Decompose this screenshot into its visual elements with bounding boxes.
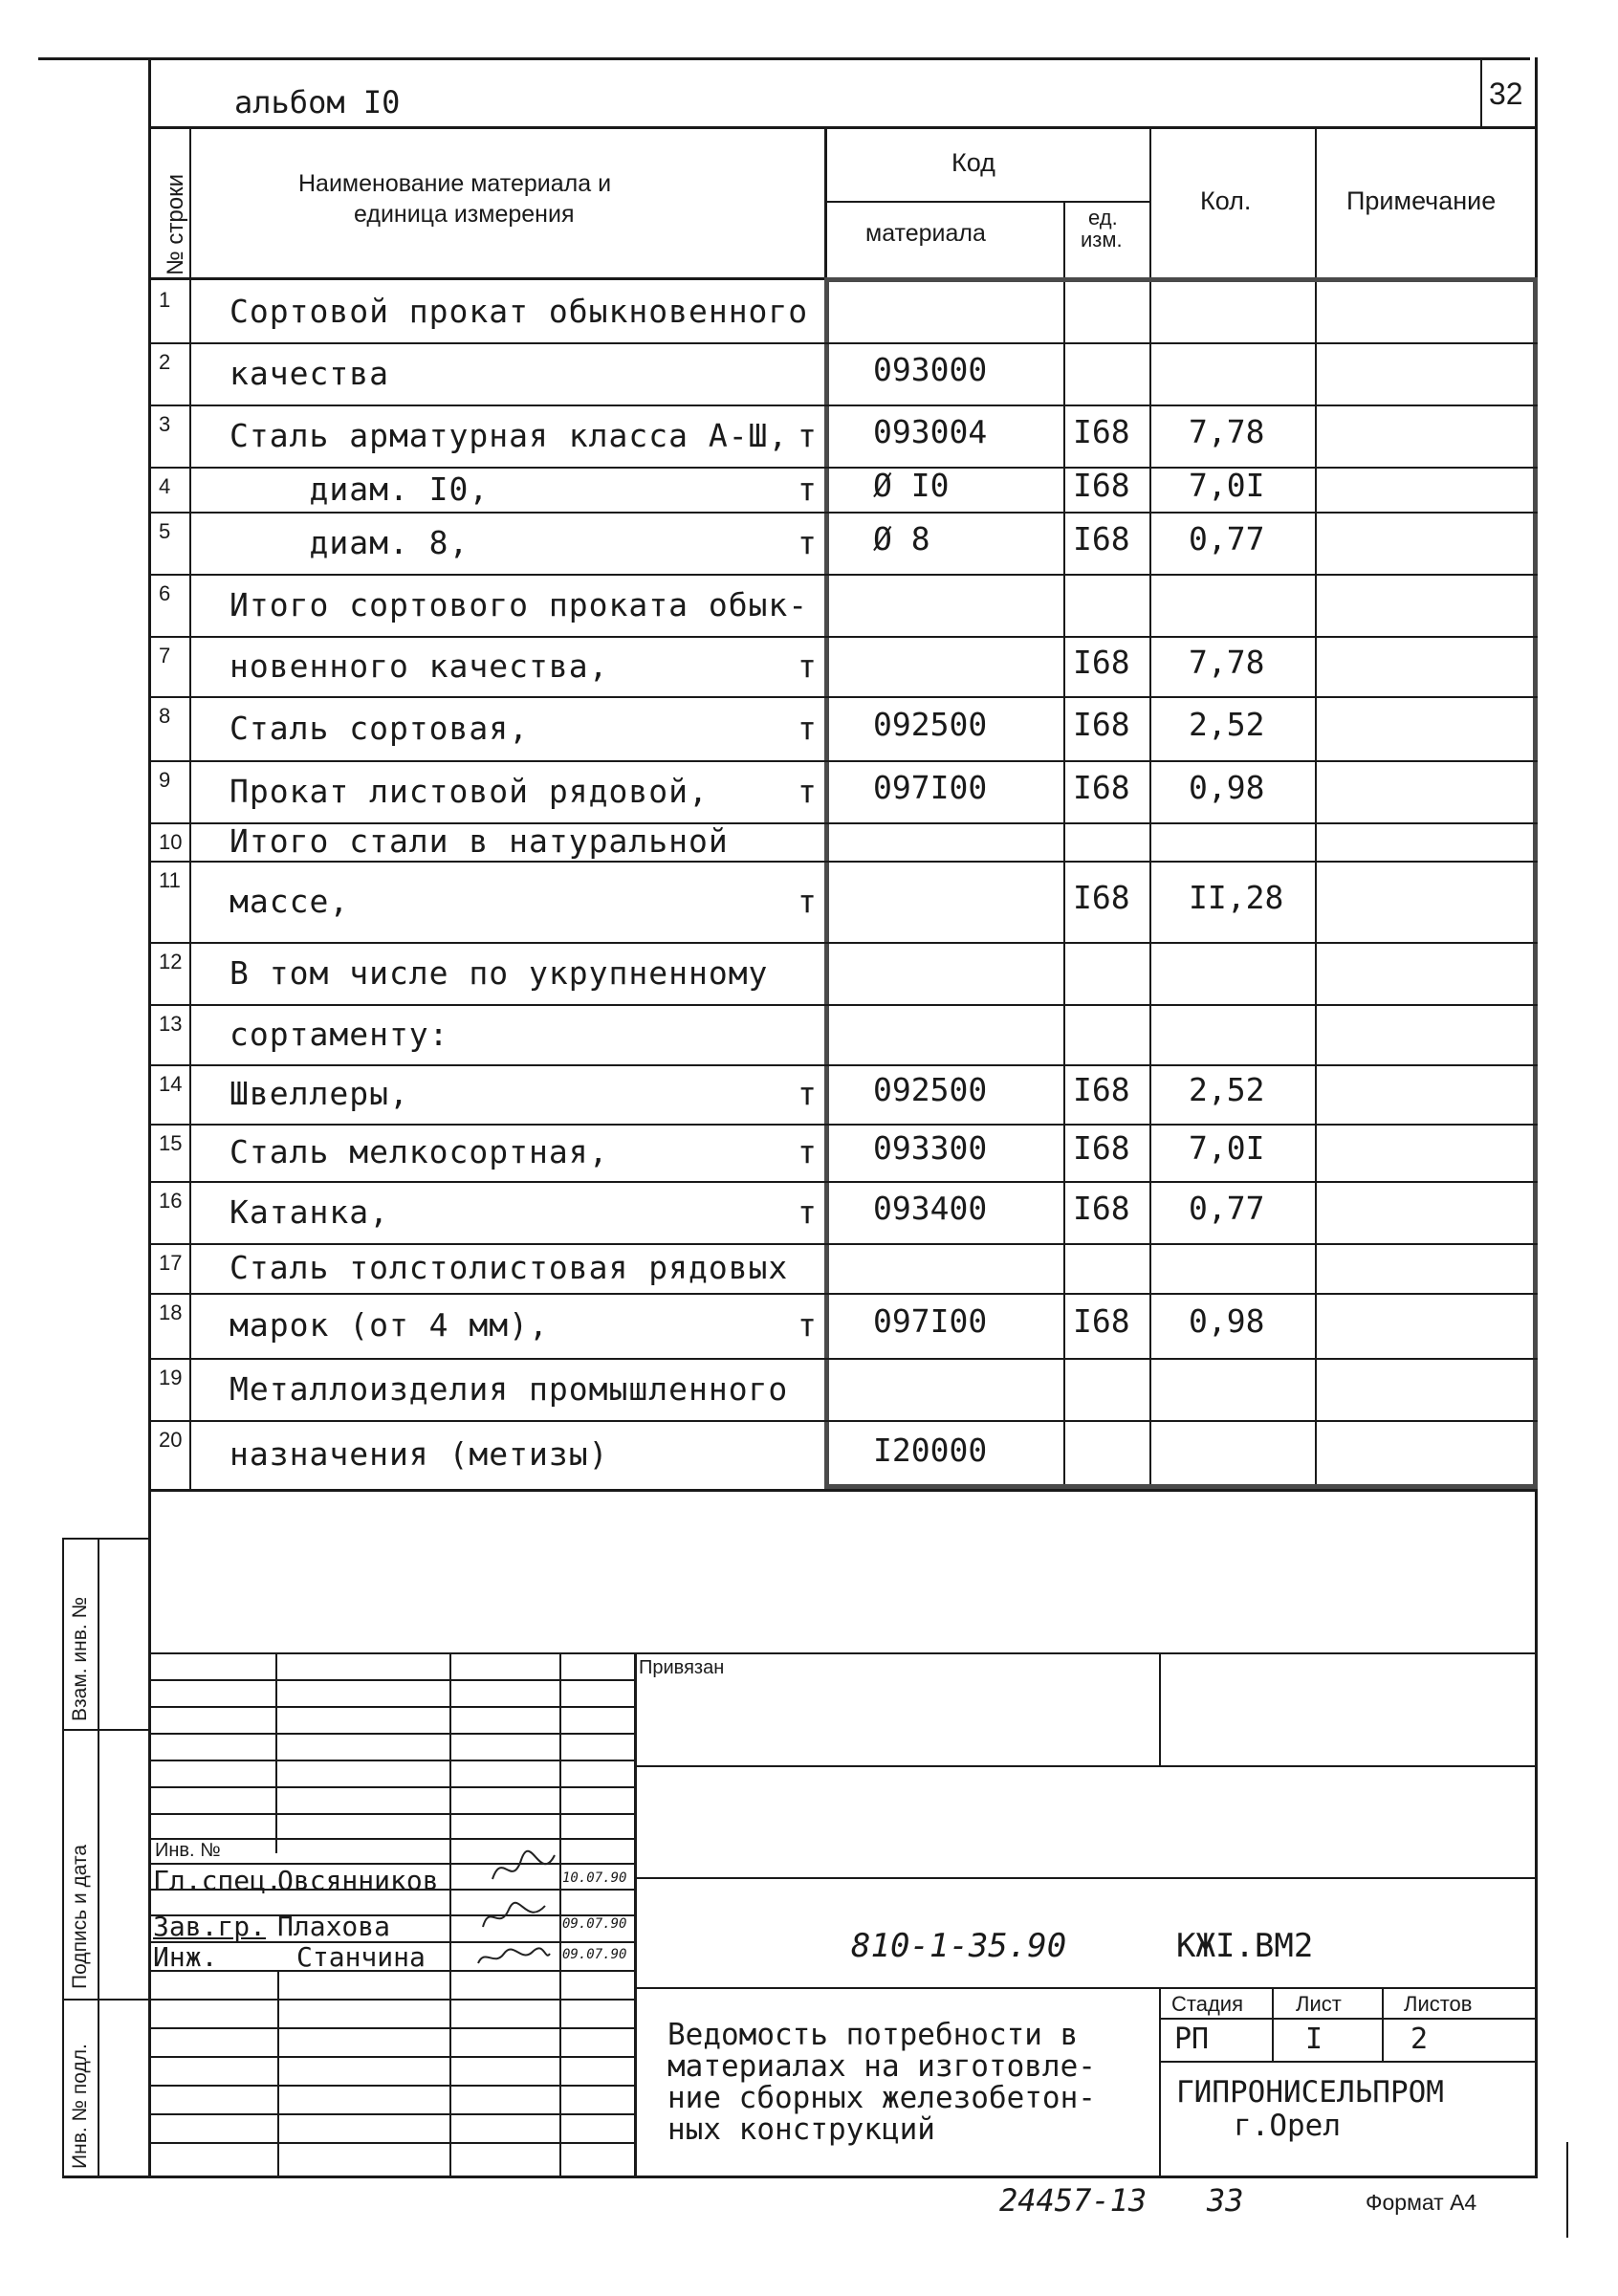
page-number-box-left [1480, 57, 1482, 126]
row-qty: II,28 [1189, 878, 1284, 916]
row-unit: т [798, 1192, 817, 1231]
col-header-name-1: Наименование материала и [298, 170, 612, 197]
stamp-grid-c1 [275, 1652, 277, 1853]
stamp-privyazan: Привязан [639, 1657, 725, 1678]
signer-1-date: 10.07.90 [562, 1870, 627, 1886]
signature-3 [473, 1936, 555, 1975]
row-unit: т [798, 1306, 817, 1344]
stamp-grid-row [148, 1999, 636, 2001]
col-header-qty: Кол. [1200, 186, 1252, 215]
header-top [148, 126, 1538, 129]
row-number: 17 [159, 1251, 183, 1275]
col-header-unit-1: ед. [1088, 206, 1118, 230]
row-name: марок (от 4 мм), [230, 1306, 549, 1344]
row-ed: I68 [1073, 768, 1130, 806]
row-qty: 2,52 [1189, 1071, 1265, 1108]
row-code: 092500 [873, 705, 988, 743]
album-label: альбом I0 [234, 84, 401, 120]
frame-left [148, 57, 151, 2176]
row-ed: I68 [1073, 878, 1130, 916]
row-number: 5 [159, 519, 171, 543]
row-name: диам. I0, [230, 470, 490, 508]
row-number: 6 [159, 581, 171, 605]
signature-2 [478, 1898, 555, 1936]
row-ed: I68 [1073, 1071, 1130, 1108]
signer-2-role: Зав.гр. [153, 1911, 267, 1942]
row-qty: 0,77 [1189, 519, 1265, 558]
row-code: Ø I0 [873, 466, 950, 504]
row-name: Катанка, [230, 1192, 389, 1231]
stage-value: РП [1174, 2023, 1210, 2056]
signer-3-name: Станчина [296, 1941, 426, 1973]
stamp-grid-row [148, 1733, 636, 1735]
row-qty: 7,0I [1189, 1129, 1265, 1167]
row-ed: I68 [1073, 1129, 1130, 1167]
stamp-grid-row [148, 2113, 636, 2115]
row-number: 12 [159, 950, 183, 973]
row-unit: т [798, 882, 817, 920]
row-number: 20 [159, 1428, 183, 1452]
title-line-2: материалах на изготовле- [667, 2049, 1096, 2084]
col-line-rowno [189, 126, 191, 1489]
side-inner [98, 1538, 99, 2176]
stage-label: Стадия [1171, 1992, 1243, 2016]
row-name: назначения (метизы) [230, 1435, 609, 1473]
signer-2-name: Плахова [277, 1911, 391, 1942]
row-ed: I68 [1073, 412, 1130, 450]
row-number: 7 [159, 644, 171, 667]
title-line-1: Ведомость потребности в [667, 2018, 1079, 2052]
row-number: 14 [159, 1072, 183, 1096]
row-ed: I68 [1073, 705, 1130, 743]
org-city: г.Орел [1234, 2109, 1341, 2143]
row-divider [148, 574, 1538, 576]
stamp-grid-row [148, 2027, 636, 2029]
stamp-grid-row [148, 2056, 636, 2058]
row-number: 2 [159, 350, 171, 374]
stamp-stage-line [1159, 2018, 1538, 2020]
row-divider [148, 636, 1538, 638]
stamp-grid-row [148, 1813, 636, 1815]
stamp-priv-bottom [634, 1765, 1538, 1767]
row-name: Сталь мелкосортная, [230, 1133, 609, 1170]
sheet-label: Лист [1296, 1992, 1342, 2016]
stamp-grid-row [148, 1838, 636, 1840]
row-name: сортаменту: [230, 1015, 449, 1053]
row-name: Прокат листовой рядовой, [230, 772, 709, 810]
row-code: 093400 [873, 1189, 988, 1227]
stamp-grid-row [148, 1679, 636, 1681]
stamp-grid-row [148, 2085, 636, 2087]
signer-2-date: 09.07.90 [562, 1916, 627, 1932]
row-code: 097I00 [873, 1302, 988, 1340]
row-divider [148, 1064, 1538, 1066]
doc-number: 810-1-35.90 [851, 1927, 1067, 1965]
row-unit: т [798, 523, 817, 561]
stamp-top [148, 1652, 1538, 1654]
row-name: массе, [230, 882, 350, 920]
row-name: Итого сортового проката обык- [230, 585, 809, 623]
stamp-right-split-bottom [1159, 1987, 1161, 2176]
row-qty: 7,78 [1189, 412, 1265, 450]
row-divider [148, 405, 1538, 406]
stamp-grid-row [148, 2142, 636, 2144]
page-number-box-right [1535, 57, 1538, 126]
row-name: Металлоизделия промышленного [230, 1369, 789, 1408]
row-qty: 0,98 [1189, 1302, 1265, 1340]
row-qty: 0,77 [1189, 1189, 1265, 1227]
format-label: Формат А4 [1366, 2190, 1477, 2215]
row-number: 11 [159, 868, 181, 892]
stamp-lower [634, 1987, 1538, 1989]
col-header-note: Примечание [1346, 186, 1497, 215]
row-name: Сортовой прокат обыкновенного [230, 292, 809, 330]
side-div-2 [62, 1999, 150, 2001]
signer-1-name: Овсянников [277, 1865, 439, 1896]
row-ed: I68 [1073, 1189, 1130, 1227]
stamp-stage-line-2 [1159, 2061, 1538, 2063]
row-name: Сталь толстолистовая рядовых [230, 1249, 789, 1286]
row-divider [148, 1420, 1538, 1422]
row-name: Сталь арматурная класса А-Ш, [230, 416, 789, 454]
signature-1 [488, 1846, 564, 1893]
stamp-bottom [62, 2176, 1538, 2178]
side-label-podpis: Подпись и дата [69, 1844, 91, 1989]
sheets-value: 2 [1410, 2023, 1429, 2056]
row-divider [148, 861, 1538, 863]
row-number: 15 [159, 1131, 183, 1155]
row-number: 1 [159, 288, 171, 312]
row-name: В том числе по укрупненному [230, 953, 769, 992]
row-number: 3 [159, 412, 171, 436]
col-header-unit-2: изм. [1081, 228, 1123, 251]
stamp-grid-row [148, 1706, 636, 1708]
row-qty: 0,98 [1189, 768, 1265, 806]
sheets-label: Листов [1404, 1992, 1473, 2016]
row-code: I20000 [873, 1432, 988, 1469]
row-name: Сталь сортовая, [230, 709, 530, 747]
signer-1-role: Гл.спец. [153, 1865, 282, 1896]
row-qty: 7,78 [1189, 643, 1265, 681]
signer-3-date: 09.07.90 [562, 1947, 627, 1962]
row-number: 16 [159, 1189, 183, 1213]
row-unit: т [798, 470, 817, 508]
side-strip-left [62, 1538, 64, 2176]
row-code: 092500 [873, 1071, 988, 1108]
col-header-name-2: единица измерения [354, 201, 575, 228]
row-number: 8 [159, 704, 171, 728]
row-number: 13 [159, 1012, 183, 1036]
row-divider [148, 1358, 1538, 1360]
row-divider [148, 1293, 1538, 1295]
top-rule [38, 57, 1530, 60]
row-ed: I68 [1073, 519, 1130, 558]
row-ed: I68 [1073, 643, 1130, 681]
row-unit: т [798, 416, 817, 454]
row-code: 097I00 [873, 768, 988, 806]
row-unit: т [798, 1133, 817, 1170]
page-number: 32 [1489, 77, 1523, 111]
stamp-stage-col-2 [1382, 1987, 1384, 2061]
row-unit: т [798, 646, 817, 685]
doc-code: КЖI.ВМ2 [1176, 1927, 1314, 1965]
row-divider [148, 1243, 1538, 1245]
row-code: 093004 [873, 412, 988, 450]
row-code: 093300 [873, 1129, 988, 1167]
row-qty: 2,52 [1189, 705, 1265, 743]
row-ed: I68 [1073, 466, 1130, 504]
row-divider [148, 467, 1538, 469]
row-divider [148, 1181, 1538, 1183]
row-number: 9 [159, 768, 171, 792]
stamp-grid-row [148, 1760, 636, 1761]
table-bottom [148, 1489, 1538, 1492]
archive-number: 24457-13 [999, 2182, 1148, 2219]
row-unit: т [798, 772, 817, 810]
col-header-row-no: № строки [163, 173, 188, 275]
row-divider [148, 1004, 1538, 1006]
row-unit: т [798, 1075, 817, 1112]
stamp-inv-no: Инв. № [155, 1840, 221, 1861]
row-name: качества [230, 354, 389, 392]
stamp-stage-col-1 [1272, 1987, 1274, 2061]
stamp-right-split-top [1159, 1652, 1161, 1767]
row-code: Ø 8 [873, 519, 930, 558]
signer-3-role: Инж. [153, 1941, 218, 1973]
title-line-4: ных конструкций [667, 2112, 935, 2147]
row-code: 093000 [873, 350, 988, 388]
side-div-1 [62, 1729, 150, 1731]
row-divider [148, 696, 1538, 698]
org-name: ГИПРОНИСЕЛЬПРОМ [1176, 2075, 1444, 2110]
row-divider [148, 760, 1538, 762]
row-name: Итого стали в натуральной [230, 822, 729, 860]
row-divider [148, 942, 1538, 944]
side-label-inv: Инв. № подл. [69, 2044, 91, 2169]
stamp-mid [634, 1877, 1538, 1879]
archive-page: 33 [1207, 2182, 1244, 2219]
row-number: 4 [159, 474, 171, 498]
row-name: Швеллеры, [230, 1075, 409, 1112]
header-code-split [824, 201, 1149, 203]
row-qty: 7,0I [1189, 466, 1265, 504]
side-strip-top [62, 1538, 150, 1540]
row-name: диам. 8, [230, 523, 470, 561]
row-number: 19 [159, 1366, 183, 1389]
col-header-code: Код [951, 148, 995, 177]
title-line-3: ние сборных железобетон- [667, 2081, 1096, 2115]
stamp-grid-row [148, 1786, 636, 1788]
row-number: 18 [159, 1301, 183, 1324]
col-header-material: материала [865, 220, 986, 247]
right-margin-mark [1566, 2142, 1568, 2238]
row-divider [148, 512, 1538, 514]
row-divider [148, 342, 1538, 344]
row-divider [148, 1124, 1538, 1126]
sheet-value: I [1305, 2023, 1323, 2056]
row-number: 10 [159, 830, 183, 854]
row-name: новенного качества, [230, 646, 609, 685]
row-unit: т [798, 709, 817, 747]
row-ed: I68 [1073, 1302, 1130, 1340]
stamp-grid-c1b [277, 1970, 279, 2176]
side-label-vzam: Взам. инв. № [69, 1596, 91, 1721]
